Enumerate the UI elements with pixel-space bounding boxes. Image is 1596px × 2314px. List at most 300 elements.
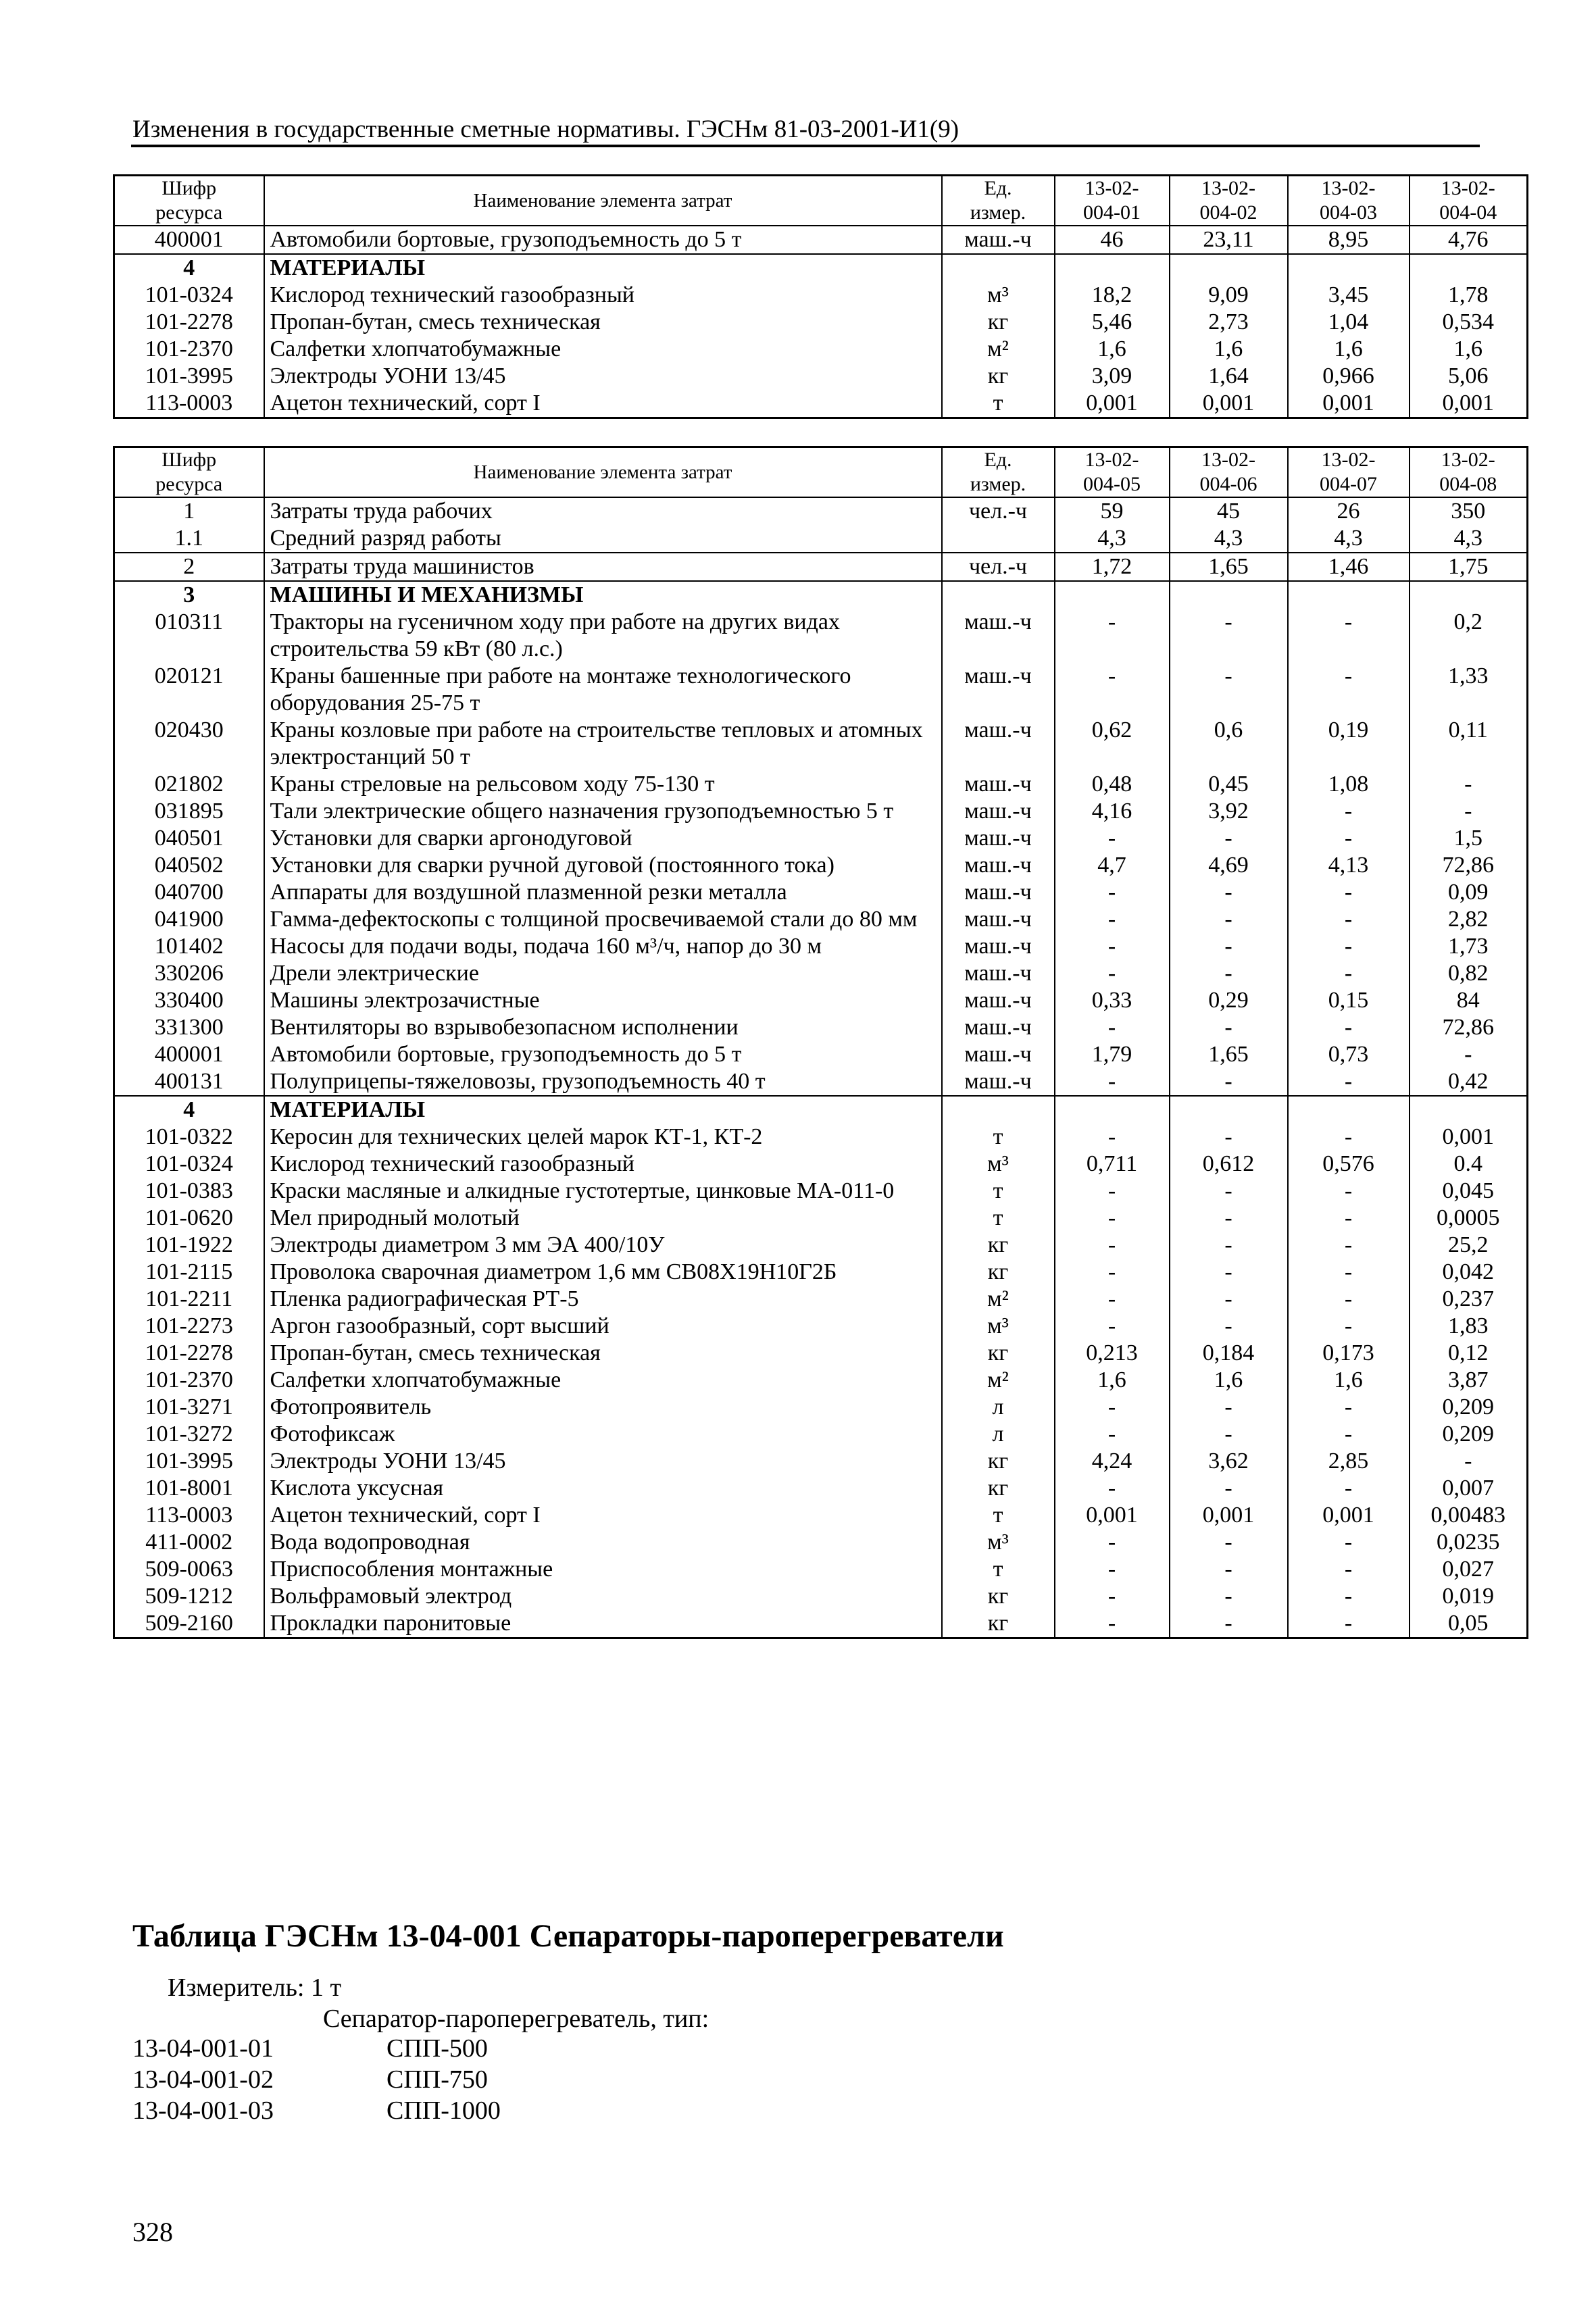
header-col-1: 13-02- 004-05	[1055, 447, 1170, 498]
row-value-1: -	[1055, 663, 1170, 717]
row-value-2: 0,29	[1170, 987, 1288, 1014]
row-unit: т	[942, 1178, 1055, 1205]
header-col-3: 13-02- 004-07	[1288, 447, 1410, 498]
row-unit: т	[942, 1124, 1055, 1151]
row-value-1: -	[1055, 879, 1170, 906]
row-value-4: 0,001	[1442, 1124, 1494, 1149]
row-unit: маш.-ч	[942, 1041, 1055, 1068]
header-code: Шифр ресурса	[114, 176, 264, 226]
row-code: 509-2160	[114, 1610, 264, 1638]
row-unit: м³	[942, 1151, 1055, 1178]
table-row	[114, 553, 1528, 581]
row-value-3	[1288, 254, 1410, 282]
row-value-2: -	[1170, 1286, 1288, 1313]
row-value-2: -	[1170, 663, 1288, 717]
row-value-2: 0,45	[1170, 771, 1288, 798]
row-value-4: 0,534	[1442, 309, 1494, 334]
item-type: СПП-1000	[386, 2096, 501, 2125]
row-code: 3	[114, 581, 264, 609]
row-value-3: -	[1288, 1529, 1410, 1556]
item-code: 13-04-001-01	[132, 2034, 274, 2063]
row-value-3: -	[1288, 1205, 1410, 1232]
row-name: Керосин для технических целей марок КТ-1, КТ-2	[264, 1124, 942, 1151]
row-value-2: -	[1170, 1394, 1288, 1421]
table-row	[114, 1041, 1528, 1068]
row-name: Аргон газообразный, сорт высший	[264, 1313, 942, 1340]
row-value-1: 4,3	[1055, 525, 1170, 553]
table-row	[114, 282, 1528, 309]
row-value-2: -	[1170, 1556, 1288, 1583]
row-value-1: -	[1055, 1014, 1170, 1041]
row-value-4	[1410, 581, 1528, 609]
table-row	[114, 825, 1528, 852]
row-value-3: -	[1288, 1556, 1410, 1583]
table-row	[114, 1448, 1528, 1475]
row-code: 400001	[114, 1041, 264, 1068]
table-row	[114, 1367, 1528, 1394]
table-row	[114, 1014, 1528, 1041]
row-value-3: -	[1288, 609, 1410, 663]
row-code: 101-2278	[114, 1340, 264, 1367]
row-unit: маш.-ч	[942, 663, 1055, 717]
row-value-1: 0,001	[1055, 1502, 1170, 1529]
table-row	[114, 1583, 1528, 1610]
row-value-3: 0,19	[1288, 717, 1410, 771]
row-value-3: 0,73	[1288, 1041, 1410, 1068]
row-code: 400001	[114, 226, 264, 254]
row-code: 021802	[114, 771, 264, 798]
header-name: Наименование элемента затрат	[264, 176, 942, 226]
row-value-3: -	[1288, 906, 1410, 933]
row-name: Затраты труда рабочих	[264, 497, 942, 525]
row-unit: маш.-ч	[942, 771, 1055, 798]
row-value-2: -	[1170, 960, 1288, 987]
row-code: 020430	[114, 717, 264, 771]
table-row	[114, 1610, 1528, 1638]
row-value-2: -	[1170, 879, 1288, 906]
row-code: 101-1922	[114, 1232, 264, 1259]
row-code: 010311	[114, 609, 264, 663]
row-code: 101-2115	[114, 1259, 264, 1286]
row-name: Вода водопроводная	[264, 1529, 942, 1556]
row-value-1: -	[1055, 1068, 1170, 1096]
row-value-2	[1170, 581, 1288, 609]
row-name: Фотопроявитель	[264, 1394, 942, 1421]
table-row	[114, 852, 1528, 879]
row-value-2: -	[1170, 906, 1288, 933]
row-value-4: 4,76	[1410, 226, 1528, 254]
row-value-2: -	[1170, 1232, 1288, 1259]
row-name: Фотофиксаж	[264, 1421, 942, 1448]
row-unit	[942, 525, 1055, 553]
row-value-3: 0,966	[1288, 363, 1410, 390]
row-unit: маш.-ч	[942, 906, 1055, 933]
row-code: 101-3995	[114, 1448, 264, 1475]
row-value-4	[1410, 1096, 1528, 1124]
row-value-2: -	[1170, 1259, 1288, 1286]
row-unit: т	[942, 390, 1055, 418]
meter-line: Измеритель: 1 т	[168, 1973, 342, 2002]
row-value-3: -	[1288, 1313, 1410, 1340]
row-value-1: 3,09	[1055, 363, 1170, 390]
row-value-1: -	[1055, 1232, 1170, 1259]
table-row	[114, 525, 1528, 553]
row-unit	[942, 1096, 1055, 1124]
row-value-2: 45	[1170, 497, 1288, 525]
row-value-2: 1,6	[1170, 336, 1288, 363]
row-value-3: 4,3	[1288, 525, 1410, 553]
row-value-2: 23,11	[1170, 226, 1288, 254]
table-row	[114, 609, 1528, 663]
row-name: Машины электрозачистные	[264, 987, 942, 1014]
row-value-3: -	[1288, 1014, 1410, 1041]
row-name: Краны башенные при работе на монтаже технологического оборудования 25-75 т	[264, 663, 942, 717]
row-value-4: 0,82	[1448, 961, 1489, 986]
row-value-2: -	[1170, 1014, 1288, 1041]
row-value-2: 1,6	[1170, 1367, 1288, 1394]
row-value-3: -	[1288, 663, 1410, 717]
row-code: 101-0620	[114, 1205, 264, 1232]
row-value-1: -	[1055, 1583, 1170, 1610]
row-unit: кг	[942, 1610, 1055, 1638]
row-value-1: 0,213	[1055, 1340, 1170, 1367]
row-value-3: -	[1288, 1124, 1410, 1151]
row-value-1: 1,79	[1055, 1041, 1170, 1068]
row-unit: кг	[942, 309, 1055, 336]
row-name: Средний разряд работы	[264, 525, 942, 553]
row-code: 101402	[114, 933, 264, 960]
row-value-2: 3,92	[1170, 798, 1288, 825]
row-value-3: -	[1288, 1583, 1410, 1610]
row-value-1: -	[1055, 1556, 1170, 1583]
row-code: 040501	[114, 825, 264, 852]
row-name: Ацетон технический, сорт I	[264, 390, 942, 418]
row-code: 101-2211	[114, 1286, 264, 1313]
row-unit: кг	[942, 363, 1055, 390]
row-code: 113-0003	[114, 390, 264, 418]
row-value-3: -	[1288, 933, 1410, 960]
row-value-1: -	[1055, 906, 1170, 933]
row-value-4: 1,33	[1448, 663, 1489, 688]
row-value-2: 1,65	[1170, 553, 1288, 581]
row-value-2: 3,62	[1170, 1448, 1288, 1475]
row-value-4: 5,06	[1448, 363, 1489, 388]
table-row	[114, 226, 1528, 254]
row-unit: м²	[942, 1367, 1055, 1394]
row-name: Кислород технический газообразный	[264, 1151, 942, 1178]
row-value-2: 0,001	[1170, 1502, 1288, 1529]
row-value-1: 46	[1055, 226, 1170, 254]
row-value-4: 0,12	[1448, 1340, 1489, 1365]
header-unit: Ед. измер.	[942, 176, 1055, 226]
row-name: Кислота уксусная	[264, 1475, 942, 1502]
row-unit: маш.-ч	[942, 1014, 1055, 1041]
row-code: 101-2278	[114, 309, 264, 336]
row-unit: маш.-ч	[942, 879, 1055, 906]
table-row	[114, 1421, 1528, 1448]
row-value-1: -	[1055, 1475, 1170, 1502]
page-header: Изменения в государственные сметные нормативы. ГЭСНм 81-03-2001-И1(9)	[132, 116, 959, 143]
table-row	[114, 906, 1528, 933]
table-row	[114, 1394, 1528, 1421]
table-row	[114, 879, 1528, 906]
row-value-3: -	[1288, 1068, 1410, 1096]
row-code: 509-1212	[114, 1583, 264, 1610]
row-value-1: 1,6	[1055, 336, 1170, 363]
row-code: 509-0063	[114, 1556, 264, 1583]
row-value-4: 0,0235	[1437, 1530, 1500, 1555]
row-value-2	[1170, 1096, 1288, 1124]
row-value-1: 0,001	[1055, 390, 1170, 418]
row-value-4: 0,019	[1442, 1584, 1494, 1609]
row-value-4: 350	[1451, 499, 1486, 524]
table-row	[114, 960, 1528, 987]
row-name: Салфетки хлопчатобумажные	[264, 1367, 942, 1394]
row-value-1	[1055, 254, 1170, 282]
row-value-3: -	[1288, 1610, 1410, 1638]
row-value-3: 0,576	[1288, 1151, 1410, 1178]
row-value-4: -	[1464, 772, 1472, 797]
table-row	[114, 1475, 1528, 1502]
row-code: 101-0383	[114, 1178, 264, 1205]
row-value-4: 0,00483	[1430, 1503, 1505, 1528]
table-row	[114, 309, 1528, 336]
row-name: Автомобили бортовые, грузоподъемность до 5 т	[264, 226, 942, 254]
row-unit: т	[942, 1205, 1055, 1232]
table-row	[114, 1340, 1528, 1367]
table-row	[114, 1313, 1528, 1340]
row-code: 4	[114, 254, 264, 282]
header-name: Наименование элемента затрат	[264, 447, 942, 498]
row-name: Пленка радиографическая РТ-5	[264, 1286, 942, 1313]
row-value-3: -	[1288, 879, 1410, 906]
header-col-2: 13-02- 004-02	[1170, 176, 1288, 226]
row-value-3: -	[1288, 1286, 1410, 1313]
row-name: Ацетон технический, сорт I	[264, 1502, 942, 1529]
row-value-4: 1,75	[1410, 553, 1528, 581]
row-value-4	[1410, 254, 1528, 282]
table-row	[114, 336, 1528, 363]
row-value-2: 9,09	[1170, 282, 1288, 309]
row-name: Мел природный молотый	[264, 1205, 942, 1232]
row-code: 101-3995	[114, 363, 264, 390]
row-code: 031895	[114, 798, 264, 825]
table-row	[114, 363, 1528, 390]
row-unit: маш.-ч	[942, 825, 1055, 852]
row-unit: чел.-ч	[942, 553, 1055, 581]
table-row	[114, 1529, 1528, 1556]
row-value-3	[1288, 1096, 1410, 1124]
row-value-3: -	[1288, 1475, 1410, 1502]
header-col-1: 13-02- 004-01	[1055, 176, 1170, 226]
row-value-3: 1,6	[1288, 1367, 1410, 1394]
row-value-1: 0,48	[1055, 771, 1170, 798]
resource-table-1	[113, 174, 1528, 419]
row-value-3: 1,08	[1288, 771, 1410, 798]
row-value-4: 0,2	[1453, 609, 1482, 634]
row-name: Насосы для подачи воды, подача 160 м³/ч, напор до 30 м	[264, 933, 942, 960]
row-value-4: 0,042	[1442, 1259, 1494, 1284]
row-value-4: 84	[1456, 988, 1480, 1013]
row-name: Электроды УОНИ 13/45	[264, 1448, 942, 1475]
table-row	[114, 663, 1528, 717]
row-value-4: 1,5	[1453, 826, 1482, 851]
row-value-2: -	[1170, 1610, 1288, 1638]
row-name: Полуприцепы-тяжеловозы, грузоподъемность 40 т	[264, 1068, 942, 1096]
row-value-3: 26	[1288, 497, 1410, 525]
row-value-1: -	[1055, 825, 1170, 852]
row-value-2: 1,64	[1170, 363, 1288, 390]
row-value-3: 1,6	[1288, 336, 1410, 363]
row-value-3	[1288, 581, 1410, 609]
row-value-2: 4,69	[1170, 852, 1288, 879]
item-code: 13-04-001-03	[132, 2096, 274, 2125]
row-unit: т	[942, 1556, 1055, 1583]
row-code: 331300	[114, 1014, 264, 1041]
row-value-1: -	[1055, 933, 1170, 960]
table-row	[114, 1151, 1528, 1178]
row-value-3: 0,15	[1288, 987, 1410, 1014]
row-code: 101-2370	[114, 1367, 264, 1394]
type-subtitle: Сепаратор-пароперегреватель, тип:	[323, 2005, 709, 2033]
row-value-3: 8,95	[1288, 226, 1410, 254]
row-value-4: 0,045	[1442, 1178, 1494, 1203]
row-code: 041900	[114, 906, 264, 933]
row-value-2: -	[1170, 1421, 1288, 1448]
row-code: 330400	[114, 987, 264, 1014]
row-value-2: 0,184	[1170, 1340, 1288, 1367]
row-name: Тракторы на гусеничном ходу при работе на других видах строительства 59 кВт (80 л.с.)	[264, 609, 942, 663]
row-value-4: 2,82	[1448, 907, 1489, 932]
row-unit: маш.-ч	[942, 226, 1055, 254]
row-value-2: -	[1170, 1475, 1288, 1502]
row-unit: маш.-ч	[942, 960, 1055, 987]
header-col-3: 13-02- 004-03	[1288, 176, 1410, 226]
row-name: Пропан-бутан, смесь техническая	[264, 309, 942, 336]
row-value-4: 0,007	[1442, 1476, 1494, 1501]
row-code: 101-2273	[114, 1313, 264, 1340]
row-value-1: -	[1055, 1610, 1170, 1638]
row-value-2	[1170, 254, 1288, 282]
row-code: 101-8001	[114, 1475, 264, 1502]
row-value-2: -	[1170, 1529, 1288, 1556]
row-unit: маш.-ч	[942, 852, 1055, 879]
row-unit: маш.-ч	[942, 987, 1055, 1014]
row-value-4: 0,09	[1448, 880, 1489, 905]
row-value-3: 1,04	[1288, 309, 1410, 336]
row-name: Краны козловые при работе на строительстве тепловых и атомных электростанций 50 т	[264, 717, 942, 771]
row-name: Вольфрамовый электрод	[264, 1583, 942, 1610]
row-value-1: 4,7	[1055, 852, 1170, 879]
row-value-1: -	[1055, 1259, 1170, 1286]
row-value-1: 5,46	[1055, 309, 1170, 336]
row-value-1: -	[1055, 1529, 1170, 1556]
row-value-4: -	[1464, 1042, 1472, 1067]
row-value-4: 1,73	[1448, 934, 1489, 959]
row-value-4: -	[1464, 1449, 1472, 1474]
row-unit: маш.-ч	[942, 933, 1055, 960]
item-code: 13-04-001-02	[132, 2065, 274, 2094]
row-value-1: 4,16	[1055, 798, 1170, 825]
row-value-4: 1,78	[1448, 282, 1489, 307]
row-name: Дрели электрические	[264, 960, 942, 987]
row-unit: чел.-ч	[942, 497, 1055, 525]
row-value-3: 3,45	[1288, 282, 1410, 309]
row-value-2: -	[1170, 825, 1288, 852]
row-value-3: 1,46	[1288, 553, 1410, 581]
row-name: Приспособления монтажные	[264, 1556, 942, 1583]
row-value-4: 4,3	[1453, 526, 1482, 551]
row-name: Краны стреловые на рельсовом ходу 75-130 т	[264, 771, 942, 798]
row-name: Вентиляторы во взрывобезопасном исполнении	[264, 1014, 942, 1041]
row-value-1: -	[1055, 1394, 1170, 1421]
row-unit	[942, 581, 1055, 609]
row-value-4: 72,86	[1442, 1015, 1494, 1040]
header-code: Шифр ресурса	[114, 447, 264, 498]
row-value-1: -	[1055, 1286, 1170, 1313]
row-value-1: 4,24	[1055, 1448, 1170, 1475]
row-value-2: -	[1170, 1583, 1288, 1610]
row-value-3: -	[1288, 825, 1410, 852]
table-row	[114, 933, 1528, 960]
row-value-4: 0.4	[1453, 1151, 1482, 1176]
row-code: 400131	[114, 1068, 264, 1096]
row-value-4: 1,6	[1453, 336, 1482, 361]
table-row	[114, 771, 1528, 798]
row-value-4: 0,027	[1442, 1557, 1494, 1582]
row-code: 101-2370	[114, 336, 264, 363]
row-value-2: 2,73	[1170, 309, 1288, 336]
row-code: 101-3271	[114, 1394, 264, 1421]
row-value-4: 0,237	[1442, 1286, 1494, 1311]
row-value-1	[1055, 1096, 1170, 1124]
table-row	[114, 254, 1528, 282]
row-value-4: 0,001	[1442, 391, 1494, 416]
row-value-2: 0,001	[1170, 390, 1288, 418]
row-code: 040700	[114, 879, 264, 906]
row-name: Проволока сварочная диаметром 1,6 мм СВ08Х19Н10Г2Б	[264, 1259, 942, 1286]
row-unit: м³	[942, 1529, 1055, 1556]
table-row	[114, 1259, 1528, 1286]
row-value-4: 0,0005	[1437, 1205, 1500, 1230]
row-value-1: -	[1055, 1421, 1170, 1448]
row-value-3: 0,001	[1288, 390, 1410, 418]
row-value-2: -	[1170, 1205, 1288, 1232]
row-value-3: -	[1288, 1232, 1410, 1259]
row-name: Гамма-дефектоскопы с толщиной просвечиваемой стали до 80 мм	[264, 906, 942, 933]
row-code: 101-3272	[114, 1421, 264, 1448]
row-value-1: 1,72	[1055, 553, 1170, 581]
row-value-4: 0,05	[1448, 1611, 1489, 1636]
row-unit: кг	[942, 1583, 1055, 1610]
row-value-4: 25,2	[1448, 1232, 1489, 1257]
row-code: 101-0324	[114, 1151, 264, 1178]
table-row	[114, 497, 1528, 525]
row-value-2: -	[1170, 1178, 1288, 1205]
row-unit	[942, 254, 1055, 282]
row-value-3: -	[1288, 1394, 1410, 1421]
header-col-4: 13-02- 004-04	[1410, 176, 1528, 226]
table-row	[114, 390, 1528, 418]
row-value-2: 0,612	[1170, 1151, 1288, 1178]
row-value-3: 4,13	[1288, 852, 1410, 879]
row-name: Краски масляные и алкидные густотертые, цинковые МА-011-0	[264, 1178, 942, 1205]
row-value-3: 2,85	[1288, 1448, 1410, 1475]
row-name: Салфетки хлопчатобумажные	[264, 336, 942, 363]
item-type: СПП-500	[386, 2034, 488, 2063]
row-unit: м²	[942, 336, 1055, 363]
row-name: Установки для сварки ручной дуговой (постоянного тока)	[264, 852, 942, 879]
